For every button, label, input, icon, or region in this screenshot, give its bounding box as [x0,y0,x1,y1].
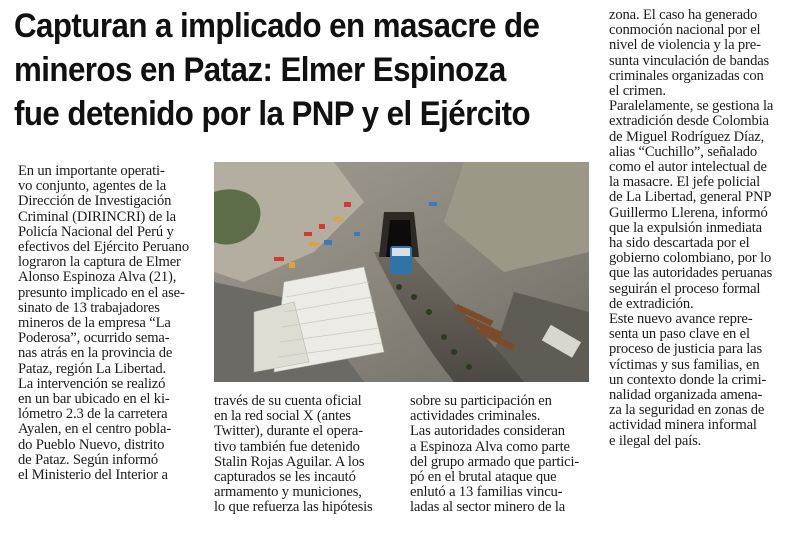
article-line: Twitter), durante el opera- [214,423,363,440]
article-line: nalidad organizada amena- [609,387,763,404]
article-line: criminales organizadas con [609,67,764,84]
article-line: de extradición. [609,295,694,312]
article-line: en un bar ubicado en el ki- [18,391,170,408]
article-line: Ayalen, en el centro pobla- [18,421,172,438]
article-line: Policía Nacional del Perú y [18,223,174,240]
article-line: sunta vinculación de bandas [609,52,770,69]
mine-aerial-photo [214,162,589,382]
article-line: lograron la captura de Elmer [18,254,181,271]
article-line: Criminal (DIRINCRI) de la [18,208,176,225]
article-line: un contexto donde la crimi- [609,371,767,388]
article-line: gobierno colombiano, por lo [609,250,772,267]
article-line: Poderosa”, ocurrido sema- [18,330,170,347]
article-line: en la red social X (antes [214,408,351,425]
article-column-4 [609,8,799,449]
article-line: ladas al sector minero de la [410,499,566,516]
article-line: Pataz, región La Libertad. [18,360,167,377]
article-line: sinato de 13 trabajadores [18,299,160,316]
article-line: la masacre. El jefe policial [609,174,760,191]
article-line: efectivos del Ejército Peruano [18,239,189,256]
article-line: zona. El caso ha generado [609,7,758,23]
article-line: seguirán el proceso formal [609,280,761,297]
article-line: de Miguel Rodríguez Díaz, [609,128,765,145]
article-line: que las autoridades peruanas [609,265,773,282]
article-line: za la seguridad en zonas de [609,402,765,419]
article-line: presunto implicado en el ase- [18,284,185,301]
article-line: lo que refuerza las hipótesis [214,499,373,516]
article-line: como el autor intelectual de [609,159,767,176]
article-line: víctimas y sus familias, en [609,356,760,373]
article-column-1 [18,164,204,483]
article-line: Dirección de Investigación [18,193,172,210]
article-column-3 [410,394,595,516]
article-line: La intervención se realizó [18,375,166,392]
headline-line: mineros en Pataz: Elmer Espinoza [14,51,506,89]
headline [14,4,557,136]
article-line: de Pataz. Según informó [18,451,159,468]
article-line: alias “Cuchillo”, señalado [609,143,758,160]
article-line: nivel de violencia y la pre- [609,37,761,54]
article-line: actividad minera informal [609,417,757,434]
article-line: el Ministerio del Interior a [18,467,168,484]
article-line: Alonso Espinoza Alva (21), [18,269,177,286]
article-line: senta un paso clave en el [609,326,750,343]
headline-line: fue detenido por la PNP y el Ejército [14,95,531,133]
article-line: e ilegal del país. [609,432,702,449]
article-line: Stalin Rojas Aguilar. A los [214,453,365,470]
article-line: Este nuevo avance repre- [609,311,753,328]
article-line: pó en el brutal ataque que [410,469,557,486]
article-line: del grupo armado que partici- [410,453,580,470]
article-line: enlutó a 13 familias vincu- [410,484,563,501]
article-line: do Pueblo Nuevo, distrito [18,436,165,453]
article-line: capturados se les incautó [214,469,356,486]
article-line: el crimen. [609,83,666,100]
article-line: lómetro 2.3 de la carretera [18,406,168,423]
article-line: Paralelamente, se gestiona la [609,98,774,115]
article-line: ha sido descartada por el [609,235,750,252]
article-line: Guillermo Llerena, informó [609,204,768,221]
article-line: mineros de la empresa “La [18,315,171,332]
mine-scene-illustration [214,162,589,382]
article-line: que la expulsión inmediata [609,219,762,236]
article-line: proceso de justicia para las [609,341,763,358]
article-line: actividades criminales. [410,408,541,425]
article-line: Las autoridades consideran [410,423,565,440]
article-line: vo conjunto, agentes de la [18,178,167,195]
headline-line: Capturan a implicado en masacre de [14,7,540,45]
article-line: tivo también fue detenido [214,438,360,455]
article-line: sobre su participación en [410,393,552,409]
article-line: través de su cuenta oficial [214,393,362,409]
article-line: extradición desde Colombia [609,113,769,130]
article-line: armamento y municiones, [214,484,362,501]
article-line: a Espinoza Alva como parte [410,438,570,455]
article-line: conmoción nacional por el [609,22,761,39]
article-line: de La Libertad, general PNP [609,189,772,206]
article-line: nas atrás en la provincia de [18,345,173,362]
article-column-2 [214,394,392,516]
article-line: En un importante operati- [18,163,165,179]
